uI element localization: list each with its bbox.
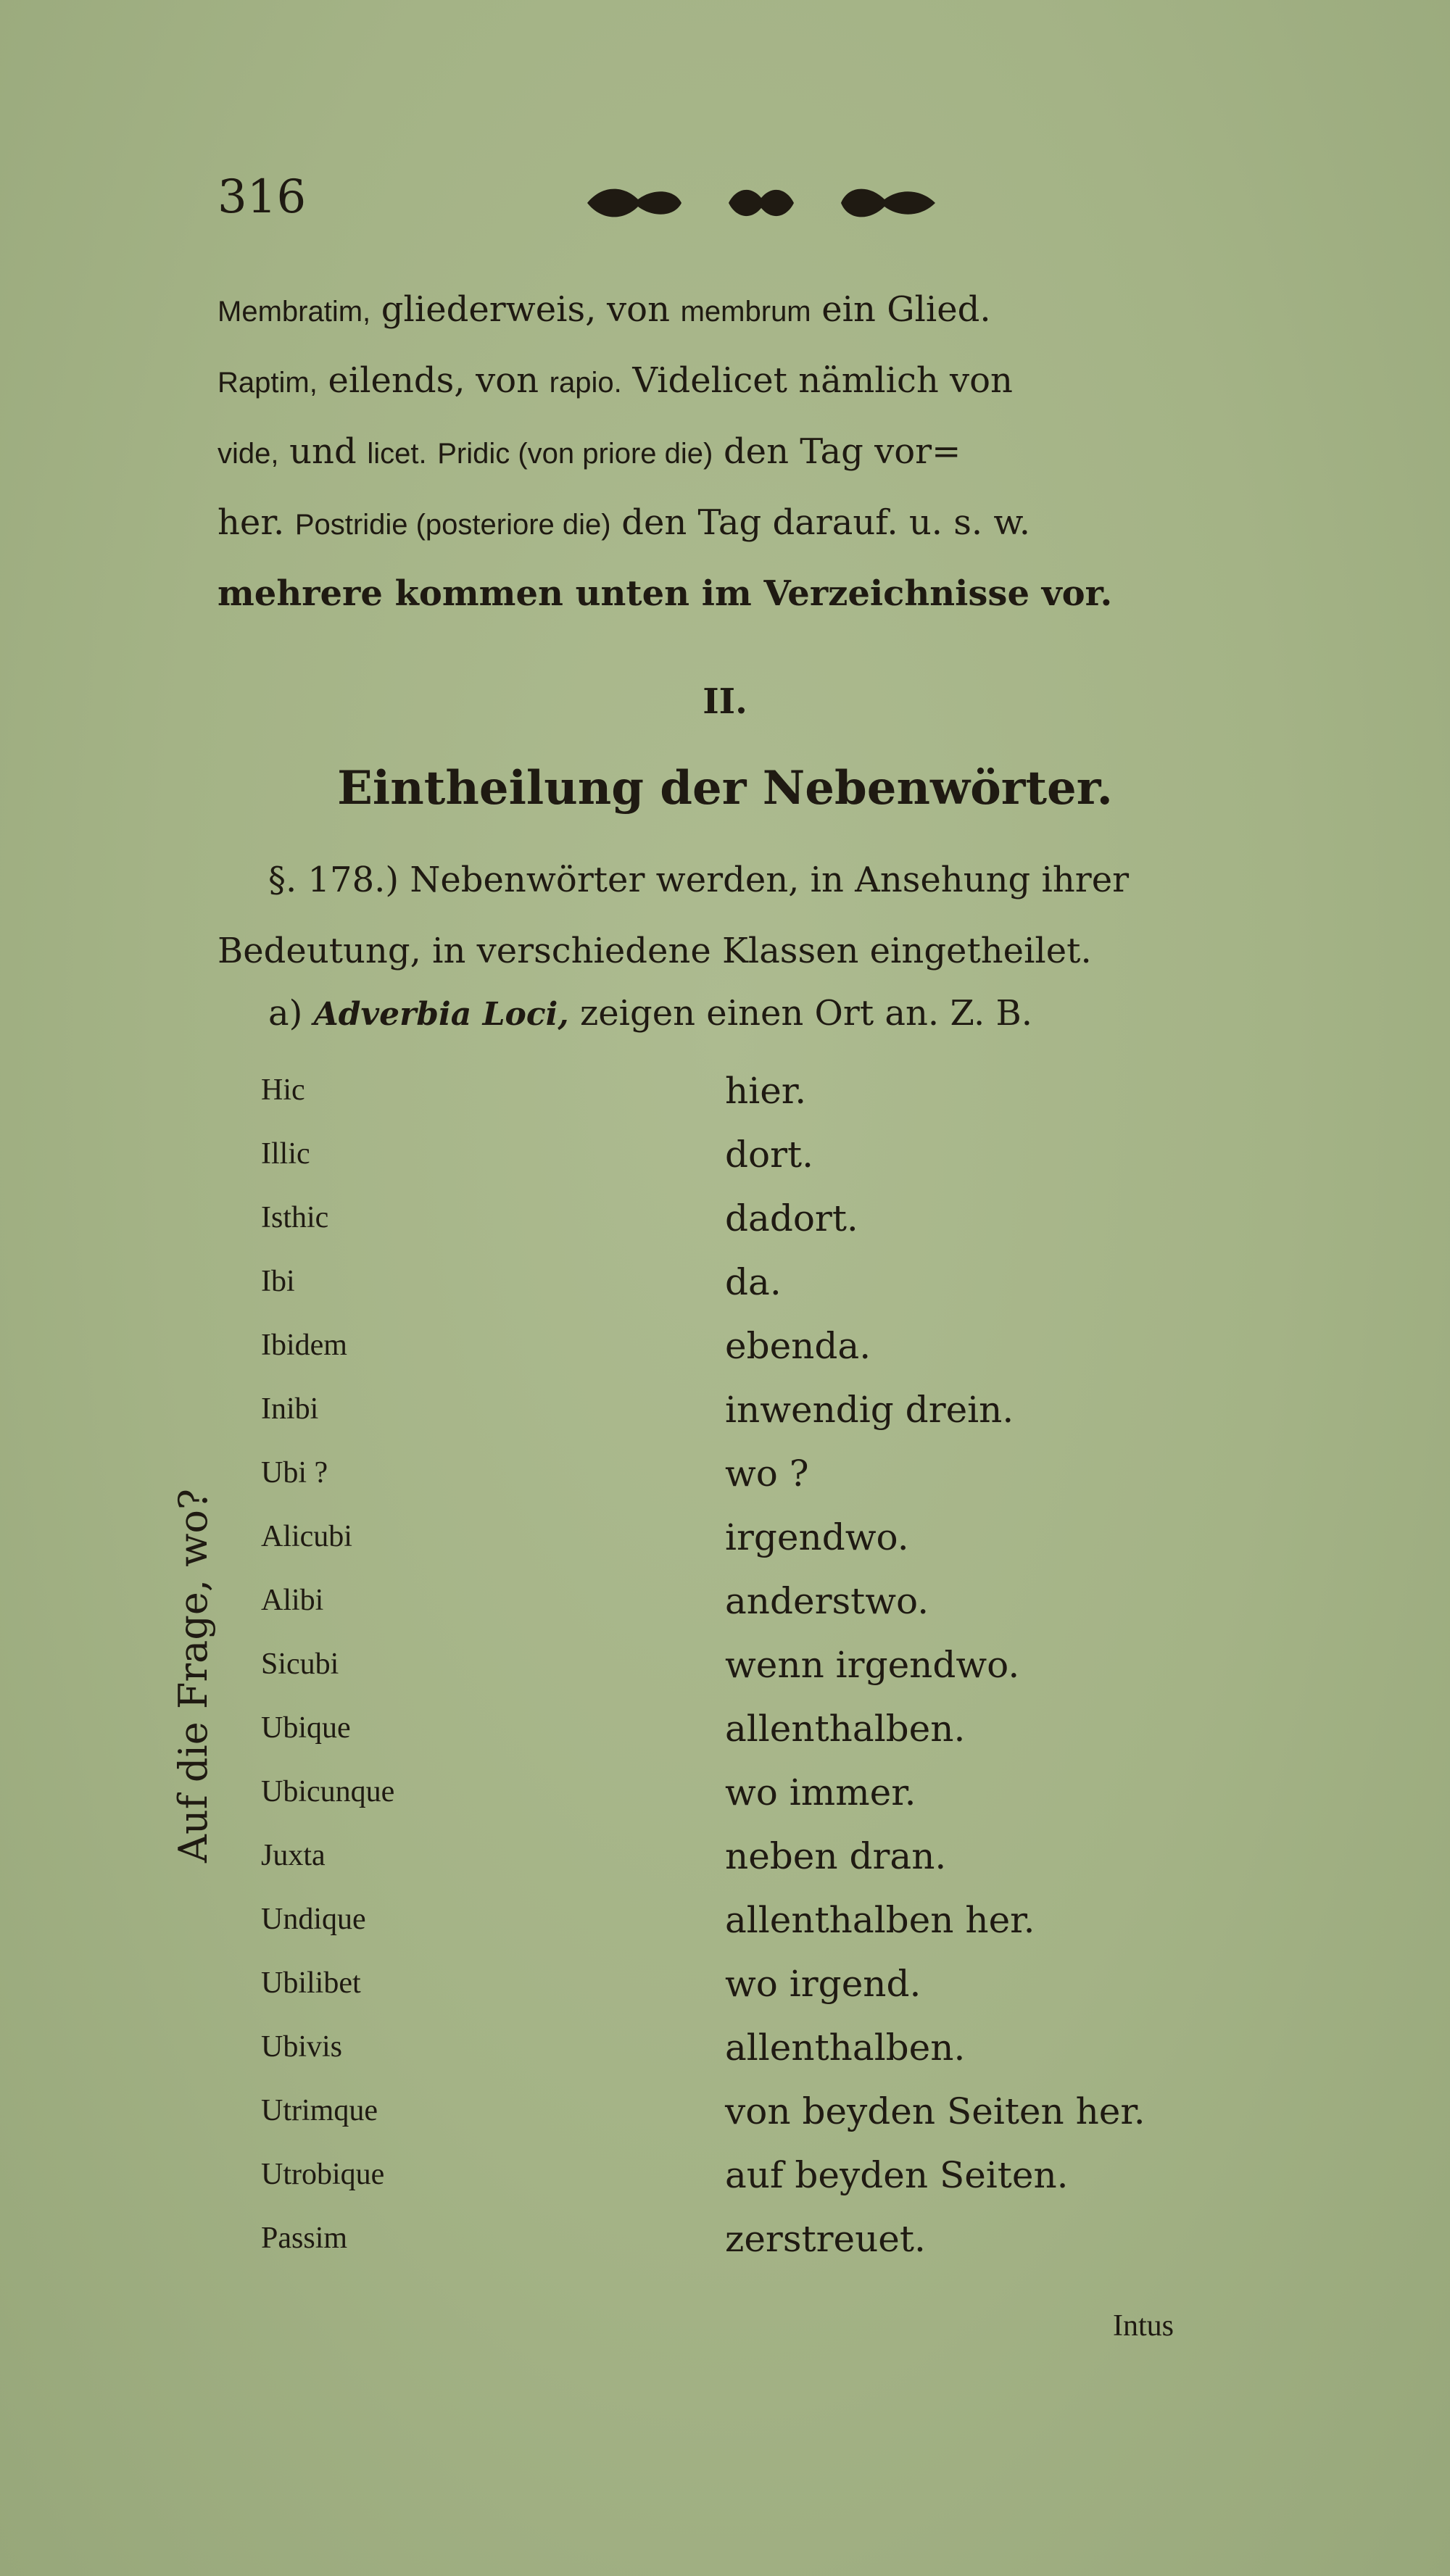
latin-word: Juxta <box>261 1839 326 1872</box>
latin-word: Alibi <box>261 1584 324 1617</box>
text-german: den Tag darauf. u. s. w. <box>621 502 1031 543</box>
german-word: zerstreuet. <box>725 2218 926 2260</box>
german-word: wo ? <box>725 1453 809 1495</box>
catchword: Intus <box>1113 2309 1174 2343</box>
list-item <box>261 1065 1204 1129</box>
german-word: von beyden Seiten her. <box>725 2090 1146 2132</box>
text-latin: rapio. <box>549 367 622 399</box>
text-latin: Pridic (von priore die) <box>437 438 713 470</box>
list-item <box>261 1512 1204 1576</box>
german-word: hier. <box>725 1070 807 1112</box>
para-178-line-2: Bedeutung, in verschiedene Klassen eingetheilet. <box>218 931 1092 971</box>
german-word: dort. <box>725 1134 813 1176</box>
latin-word: Utrimque <box>261 2094 378 2127</box>
list-item <box>261 1640 1204 1703</box>
text-latin: vide, <box>218 438 279 470</box>
subsection-heading <box>268 993 1032 1034</box>
list-item <box>261 2214 1204 2277</box>
text-german: ein Glied. <box>821 289 991 330</box>
text-latin: membrum <box>680 296 811 328</box>
latin-word: Passim <box>261 2222 348 2255</box>
latin-word: Inibi <box>261 1392 319 1426</box>
text-latin: Postridie (posteriore die) <box>294 509 611 541</box>
latin-word: Ibidem <box>261 1329 347 1362</box>
latin-word: Illic <box>261 1137 310 1171</box>
intro-line-3 <box>218 417 1232 489</box>
page-header <box>218 163 1247 243</box>
latin-word: Ubilibet <box>261 1966 361 2000</box>
latin-word: Sicubi <box>261 1648 339 1681</box>
text-latin: Membratim, <box>218 296 371 328</box>
text-german: mehrere kommen unten im Verzeichnisse vor. <box>218 573 1113 614</box>
intro-line-1 <box>218 275 1232 346</box>
text-german: von <box>607 289 670 330</box>
text-german: Videlicet nämlich von <box>632 360 1013 401</box>
section-number: II. <box>703 681 747 722</box>
list-item <box>261 2022 1204 2086</box>
page-number: 316 <box>218 170 307 224</box>
german-word: da. <box>725 1261 782 1303</box>
adverb-list <box>261 1065 1204 2277</box>
german-word: wenn irgendwo. <box>725 1644 1020 1686</box>
list-item <box>261 1703 1204 1767</box>
list-item <box>261 1958 1204 2022</box>
german-word: ebenda. <box>725 1325 871 1367</box>
text-german: von <box>476 360 539 401</box>
list-item <box>261 1831 1204 1895</box>
latin-word: Undique <box>261 1903 366 1936</box>
latin-word: Ubicunque <box>261 1775 395 1808</box>
intro-line-4 <box>218 489 1232 560</box>
list-item <box>261 1257 1204 1321</box>
german-word: anderstwo. <box>725 1580 929 1622</box>
latin-word: Ubi ? <box>261 1456 328 1489</box>
intro-line-2 <box>218 346 1232 417</box>
german-word: inwendig drein. <box>725 1389 1014 1431</box>
text-latin: Raptim, <box>218 367 318 399</box>
german-word: allenthalben. <box>725 1708 966 1750</box>
latin-word: Isthic <box>261 1201 329 1234</box>
german-word: irgendwo. <box>725 1516 909 1558</box>
header-ornament-icon <box>573 178 950 228</box>
german-word: wo immer. <box>725 1771 916 1813</box>
german-word: dadort. <box>725 1197 858 1239</box>
text-latin: licet. <box>367 438 427 470</box>
text-german: und <box>289 431 357 472</box>
german-word: allenthalben her. <box>725 1899 1035 1941</box>
list-item <box>261 2150 1204 2214</box>
latin-word: Hic <box>261 1073 305 1107</box>
list-item <box>261 1384 1204 1448</box>
paragraph-178 <box>218 844 1232 986</box>
side-note-vertical: Auf die Frage, wo? <box>170 1489 216 1863</box>
german-word: neben dran. <box>725 1835 947 1877</box>
text-german: eilends, <box>328 360 465 401</box>
german-word: auf beyden Seiten. <box>725 2154 1069 2196</box>
latin-word: Ubique <box>261 1711 351 1745</box>
latin-word: Utrobique <box>261 2158 385 2191</box>
subsection-text: zeigen einen Ort an. Z. B. <box>579 993 1032 1034</box>
list-item <box>261 1193 1204 1257</box>
list-item <box>261 1129 1204 1193</box>
text-german: den Tag vor= <box>723 431 961 472</box>
list-item <box>261 1895 1204 1958</box>
subsection-marker: a) <box>268 993 303 1034</box>
text-german: her. <box>218 502 285 543</box>
list-item <box>261 2086 1204 2150</box>
list-item <box>261 1767 1204 1831</box>
list-item <box>261 1576 1204 1640</box>
intro-line-5 <box>218 560 1232 628</box>
latin-word: Ubivis <box>261 2030 343 2064</box>
latin-word: Alicubi <box>261 1520 352 1553</box>
german-word: wo irgend. <box>725 1963 921 2005</box>
list-item <box>261 1448 1204 1512</box>
subsection-adverbia: Adverbia Loci, <box>313 996 569 1033</box>
latin-word: Ibi <box>261 1265 295 1298</box>
list-item <box>261 1321 1204 1384</box>
intro-paragraph <box>218 275 1232 628</box>
text-german: gliederweis, <box>381 289 597 330</box>
german-word: allenthalben. <box>725 2027 966 2069</box>
para-178-line-1: §. 178.) Nebenwörter werden, in Ansehung ihrer <box>268 860 1130 900</box>
section-title: Eintheilung der Nebenwörter. <box>337 761 1113 815</box>
